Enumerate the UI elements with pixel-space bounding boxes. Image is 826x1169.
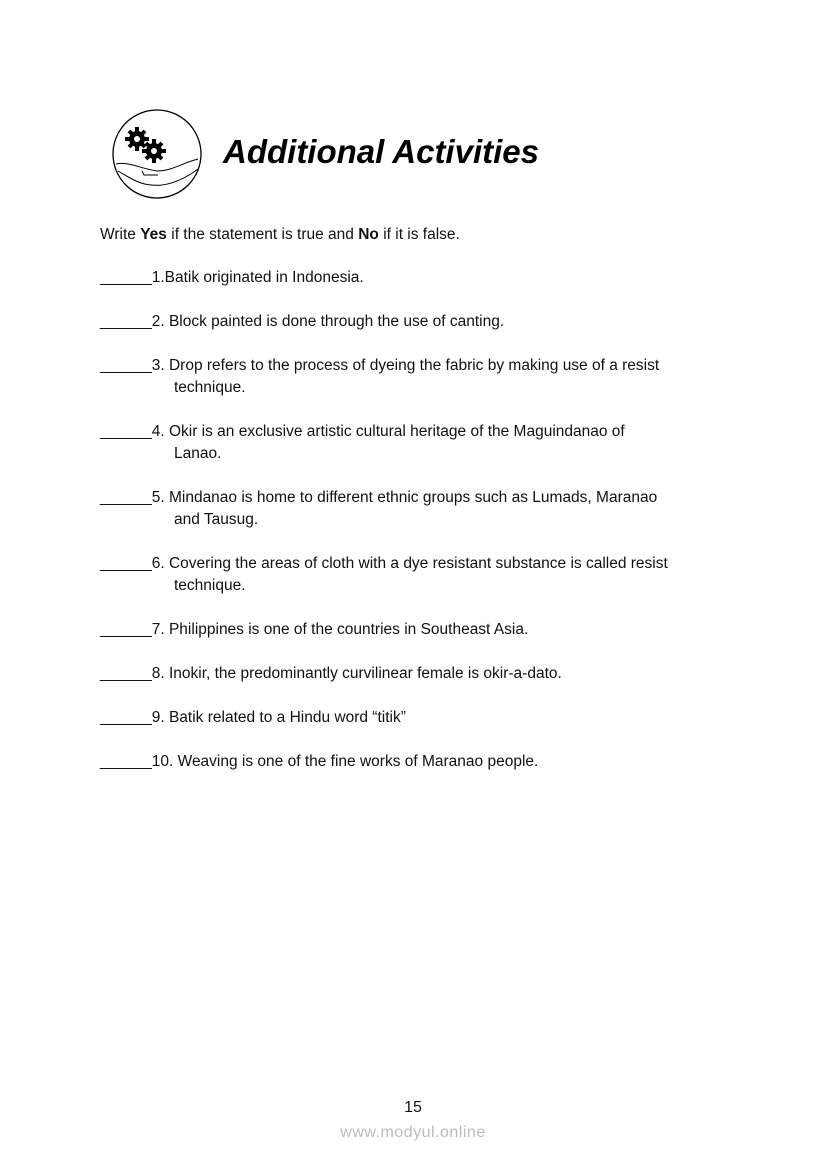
instructions [100,224,460,246]
statement-text: 8. Inokir, the predominantly curvilinear female is okir-a-dato. [151,665,562,682]
answer-blank[interactable]: ______ [100,621,152,638]
list-item [100,311,504,333]
list-item [100,355,659,399]
list-item [100,487,657,531]
statement-text: 6. Covering the areas of cloth with a dye resistant substance is called resist [151,555,668,572]
instr-no: No [358,226,379,243]
answer-blank[interactable]: ______ [100,269,152,286]
gears-on-hand-icon [112,109,202,199]
page-title: Additional Activities [223,133,539,170]
answer-blank[interactable]: ______ [100,665,152,682]
statement-text-continued: Lanao. [174,445,222,462]
statement-text: 5. Mindanao is home to different ethnic groups such as Lumads, Maranao [151,489,658,506]
statement-text-continued: and Tausug. [174,511,259,528]
list-item [100,619,528,641]
list-item [100,751,538,773]
statement-text: 7. Philippines is one of the countries in Southeast Asia. [151,621,529,638]
list-item [100,421,625,465]
instr-yes: Yes [140,226,167,243]
answer-blank[interactable]: ______ [100,313,152,330]
list-item [100,267,364,289]
watermark: www.modyul.online [340,1124,486,1141]
answer-blank[interactable]: ______ [100,709,152,726]
statement-text: 10. Weaving is one of the fine works of Maranao people. [151,753,539,770]
answer-blank[interactable]: ______ [100,555,152,572]
statement-text: 4. Okir is an exclusive artistic cultural heritage of the Maguindanao of [151,423,625,440]
statement-text: 2. Block painted is done through the use of canting. [151,313,505,330]
instr-text: if the statement is true and [166,226,359,243]
answer-blank[interactable]: ______ [100,753,152,770]
statement-text-continued: technique. [174,379,246,396]
answer-blank[interactable]: ______ [100,489,152,506]
statement-text-continued: technique. [174,577,246,594]
statement-text: 3. Drop refers to the process of dyeing the fabric by making use of a resist [151,357,660,374]
instr-text: Write [100,226,141,243]
answer-blank[interactable]: ______ [100,423,152,440]
statement-text: 1.Batik originated in Indonesia. [151,269,364,286]
statement-text: 9. Batik related to a Hindu word “titik” [151,709,406,726]
instr-text: if it is false. [378,226,460,243]
list-item [100,707,406,729]
list-item [100,553,668,597]
list-item [100,663,562,685]
answer-blank[interactable]: ______ [100,357,152,374]
page-number: 15 [404,1099,422,1116]
